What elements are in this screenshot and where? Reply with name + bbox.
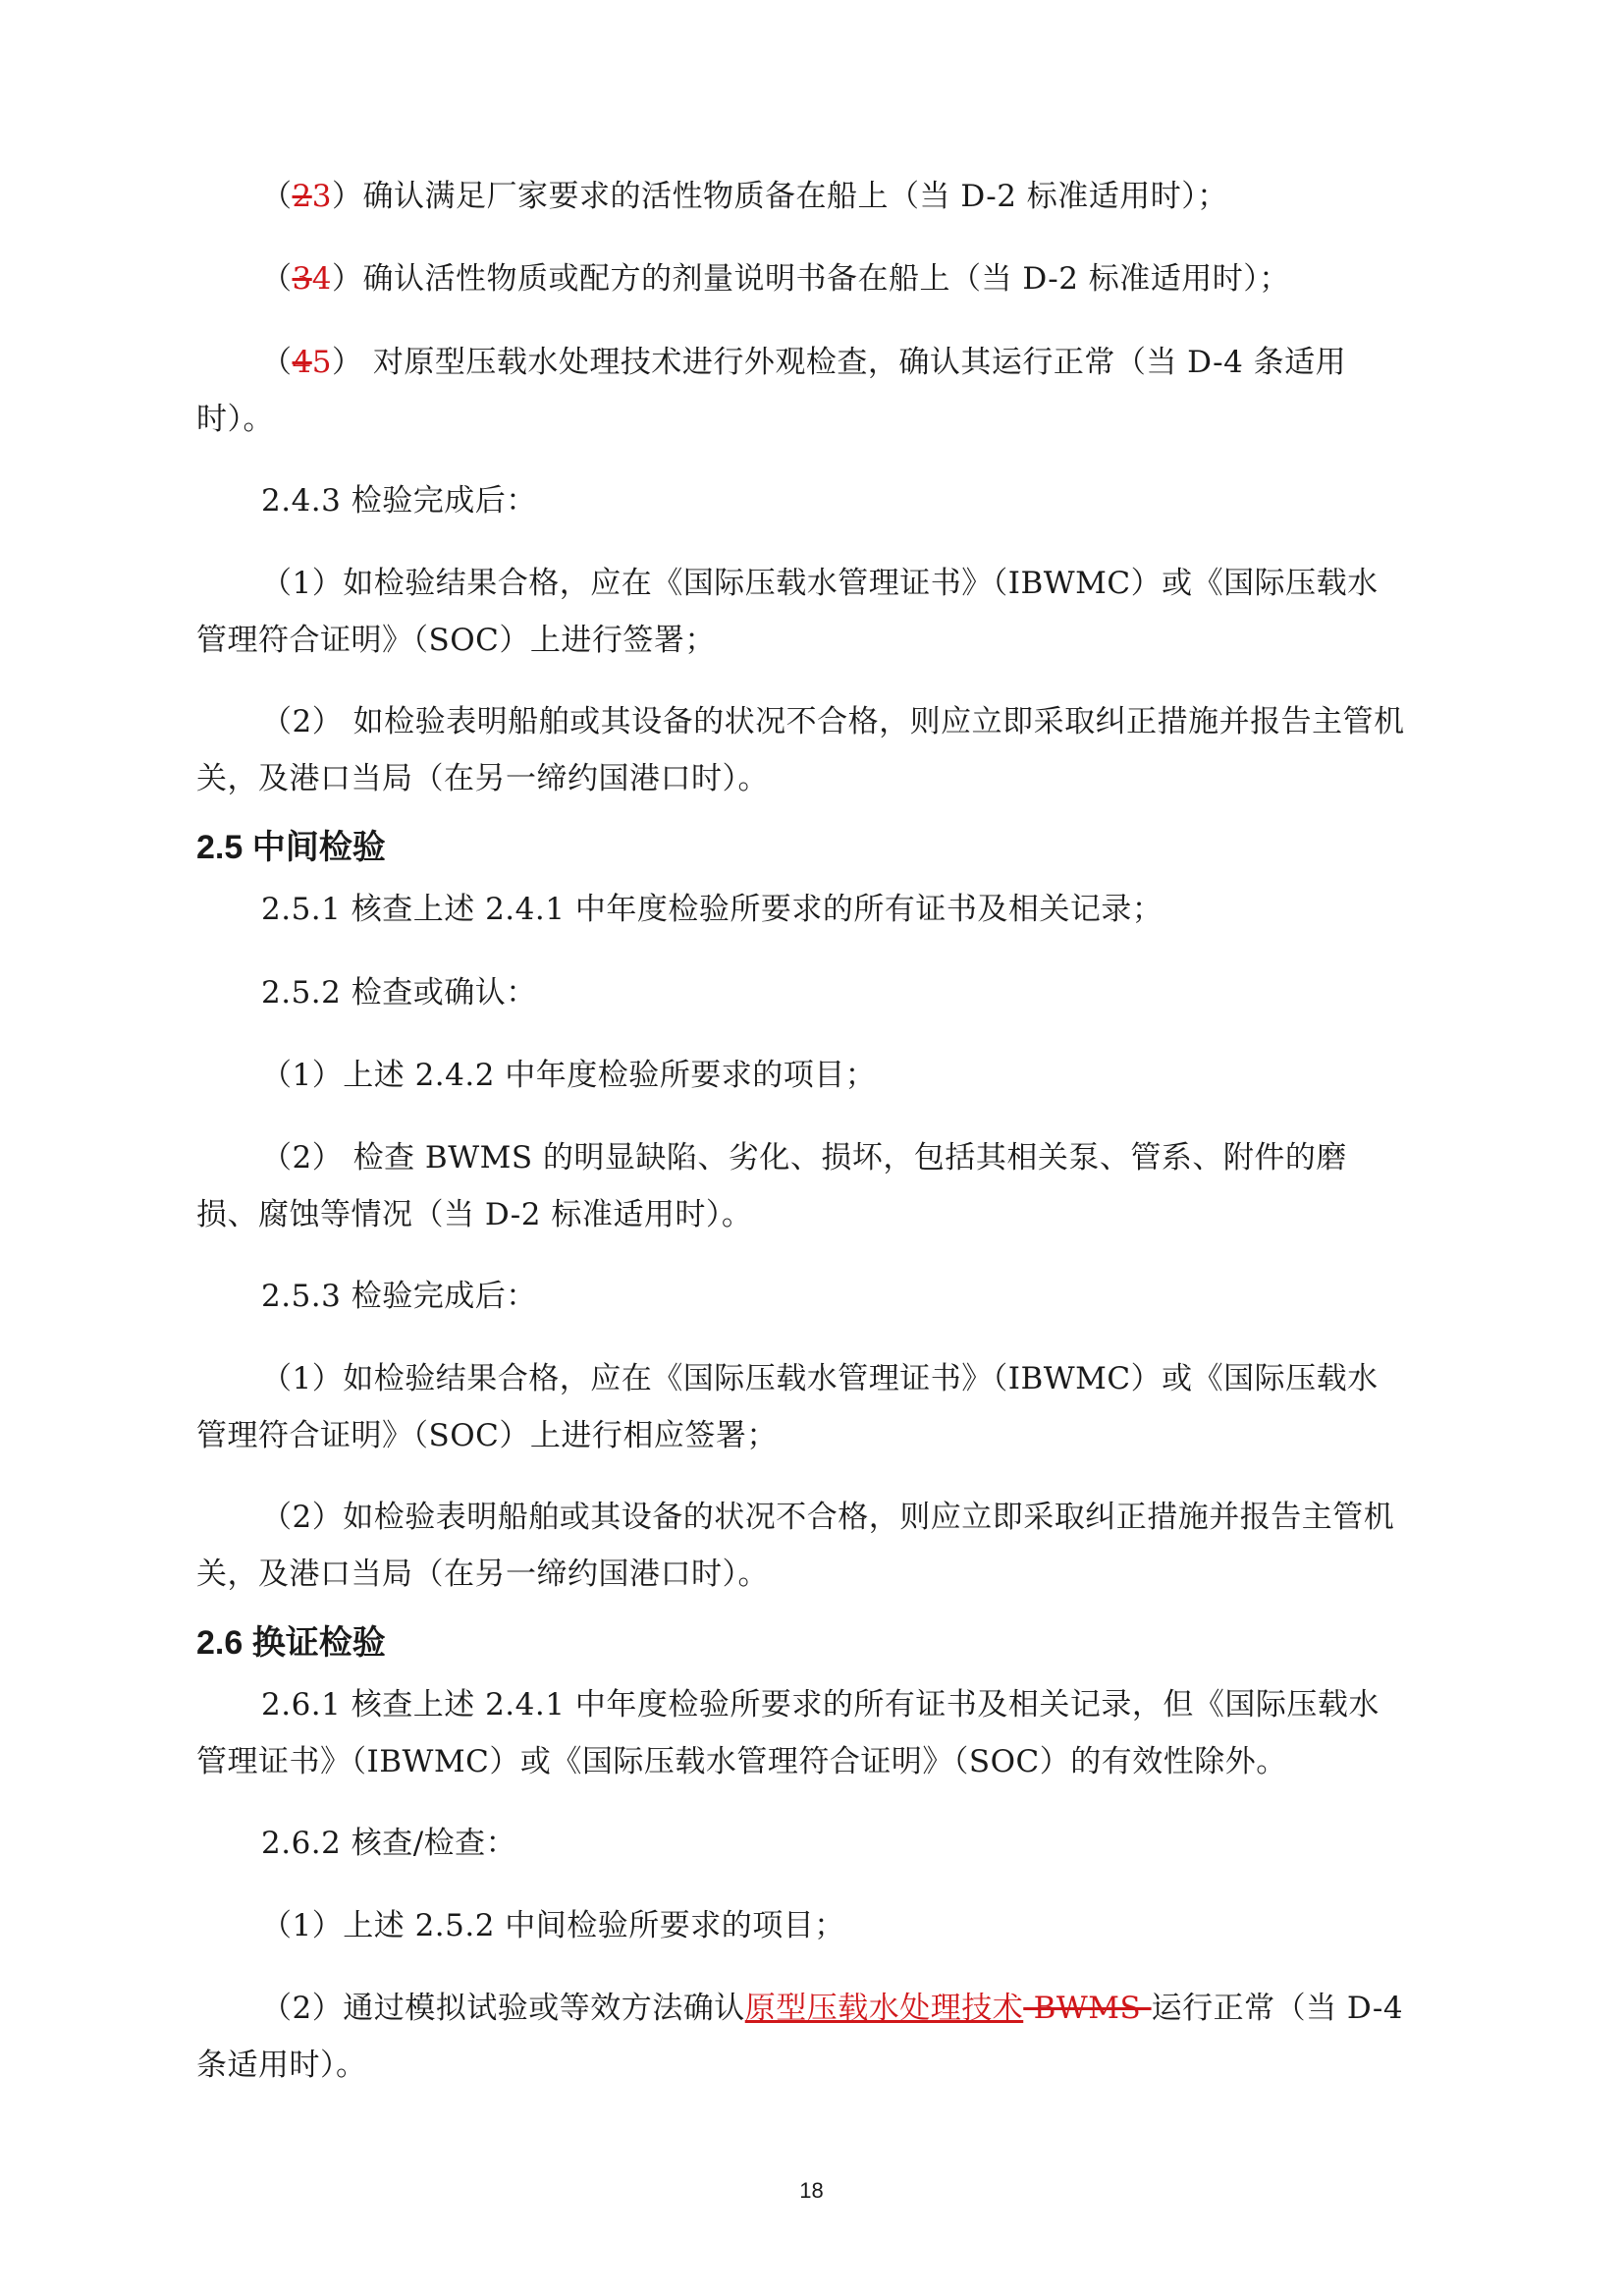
deleted-number: 4 (292, 345, 312, 380)
section-heading-2-6: 2.6 换证检验 (196, 1624, 386, 1662)
item-text: ）确认满足厂家要求的活性物质备在船上（当 D-2 标准适用时）； (331, 179, 1228, 214)
item-active-substance (196, 168, 1406, 225)
paragraph-2-4-3: 2.4.3 检验完成后： (261, 483, 537, 519)
paragraph-2-5-2-item2: （2） 检查 BWMS 的明显缺陷、劣化、损坏，包括其相关泵、管系、附件的磨损、腐蚀等情况（当 D-2 标准适用时）。 (196, 1140, 1347, 1232)
paren-open: （ (261, 261, 293, 297)
paragraph-2-5-1: 2.5.1 核查上述 2.4.1 中年度检验所要求的所有证书及相关记录； (261, 892, 1163, 927)
paragraph-2-5-3-item2: （2）如检验表明船舶或其设备的状况不合格，则应立即采取纠正措施并报告主管机关，及港口当局（在另一缔约国港口时）。 (196, 1500, 1395, 1592)
inserted-number: 3 (311, 179, 332, 214)
item-prototype-inspection (196, 334, 1406, 448)
paragraph-2-6-2-item1: （1）上述 2.5.2 中间检验所要求的项目； (261, 1908, 845, 1943)
deleted-text: BWMS (1023, 1991, 1152, 2026)
paragraph-2-4-3-item1: （1）如检验结果合格，应在《国际压载水管理证书》（IBWMC）或《国际压载水管理符合证明》（SOC）上进行签署； (196, 566, 1379, 658)
inserted-text: 原型压载水处理技术 (744, 1991, 1024, 2026)
page-number: 18 (799, 2178, 824, 2203)
paragraph-2-4-3-item2: （2） 如检验表明船舶或其设备的状况不合格，则应立即采取纠正措施并报告主管机关，及港口当局（在另一缔约国港口时）。 (196, 704, 1405, 796)
paragraph-2-6-1: 2.6.1 核查上述 2.4.1 中年度检验所要求的所有证书及相关记录，但《国际压载水管理证书》（IBWMC）或《国际压载水管理符合证明》（SOC）的有效性除外。 (196, 1687, 1380, 1779)
deleted-number: 3 (292, 261, 312, 297)
inserted-number: 4 (311, 261, 332, 297)
item-text-before: （2）通过模拟试验或等效方法确认 (261, 1991, 745, 2026)
item-dosage-instructions (196, 250, 1406, 307)
paragraph-2-5-2-item1: （1）上述 2.4.2 中年度检验所要求的项目； (261, 1058, 877, 1093)
item-text: ）确认活性物质或配方的剂量说明书备在船上（当 D-2 标准适用时）； (331, 261, 1290, 297)
paragraph-2-6-2: 2.6.2 核查/检查： (261, 1826, 517, 1861)
paragraph-2-5-2: 2.5.2 检查或确认： (261, 975, 537, 1011)
deleted-number: 2 (292, 179, 312, 214)
paren-open: （ (261, 345, 293, 380)
paren-open: （ (261, 179, 293, 214)
paragraph-2-5-3-item1: （1）如检验结果合格，应在《国际压载水管理证书》（IBWMC）或《国际压载水管理符合证明》（SOC）上进行相应签署； (196, 1361, 1379, 1453)
item-text-after: 运行正常（当 D-4 条适用时）。 (196, 1991, 1404, 2083)
item-text: ） 对原型压载水处理技术进行外观检查，确认其运行正常（当 D-4 条适用时）。 (196, 345, 1347, 437)
section-heading-2-5: 2.5 中间检验 (196, 829, 386, 866)
paragraph-2-5-3: 2.5.3 检验完成后： (261, 1279, 537, 1314)
paragraph-2-6-2-item2 (196, 1980, 1406, 2094)
inserted-number: 5 (311, 345, 332, 380)
